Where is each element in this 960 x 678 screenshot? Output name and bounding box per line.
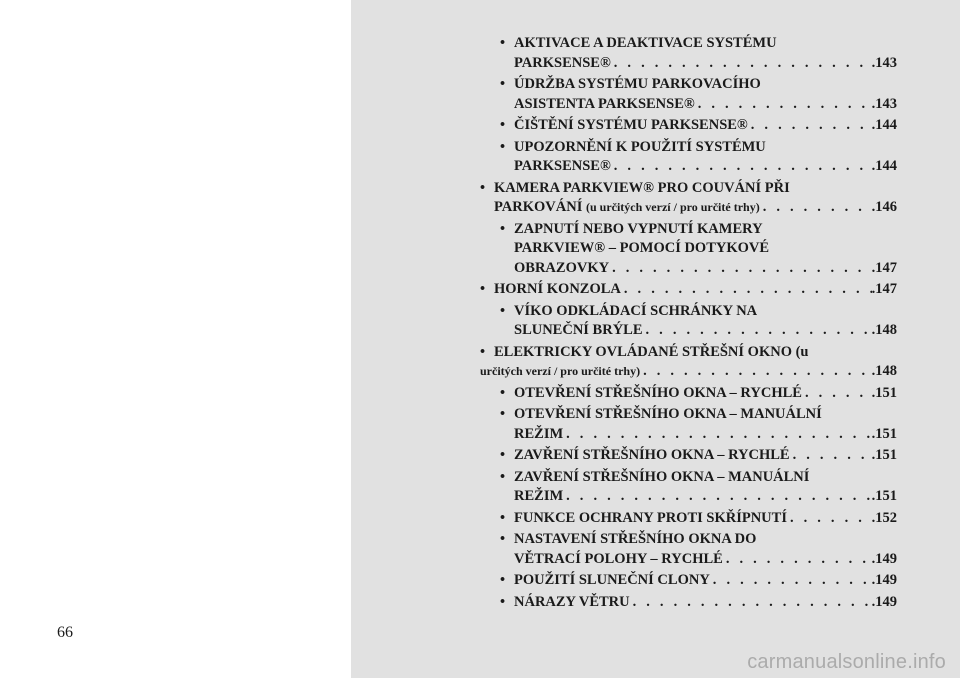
toc-entry-note: určitých verzí / pro určité trhy) xyxy=(480,364,641,378)
leader-dots xyxy=(621,280,872,300)
toc-entry[interactable] xyxy=(500,34,897,73)
toc-entry-leader-line xyxy=(514,95,897,115)
toc-entry-page: .148 xyxy=(871,322,897,338)
leader-dots xyxy=(611,157,872,177)
toc-entry[interactable] xyxy=(500,530,897,569)
toc-entry-title-cont: PARKOVÁNÍ xyxy=(494,199,583,215)
toc-entry-page: .147 xyxy=(871,281,897,297)
toc-entry-title-cont: SLUNEČNÍ BRÝLE xyxy=(514,322,643,338)
bullet-icon: • xyxy=(500,468,506,485)
toc-entry-page: .149 xyxy=(871,572,897,588)
toc-entry-title-cont: VĚTRACÍ POLOHY – RYCHLÉ xyxy=(514,550,723,567)
bullet-icon: • xyxy=(500,531,506,547)
leader-dots xyxy=(723,550,872,570)
toc-entry-title-cont: PARKSENSE® xyxy=(514,54,611,71)
leader-dots xyxy=(710,571,872,591)
toc-entry-leader-line xyxy=(480,362,897,382)
bullet-icon: • xyxy=(500,302,506,319)
toc-entry[interactable] xyxy=(480,179,897,218)
toc-entry-title: OTEVŘENÍ STŘEŠNÍHO OKNA – RYCHLÉ xyxy=(514,384,802,401)
bullet-icon: • xyxy=(480,281,486,297)
toc-entry-title: ÚDRŽBA SYSTÉMU PARKOVACÍHO xyxy=(514,76,761,92)
toc-entry-title: ZAPNUTÍ NEBO VYPNUTÍ KAMERY xyxy=(514,220,763,237)
leader-dots xyxy=(695,95,872,115)
toc-entry-title: NASTAVENÍ STŘEŠNÍHO OKNA DO xyxy=(514,531,757,547)
toc-entry[interactable] xyxy=(500,405,897,444)
toc-entry-title: UPOZORNĚNÍ K POUŽITÍ SYSTÉMU xyxy=(514,138,766,155)
bullet-icon: • xyxy=(480,343,486,360)
bullet-icon: • xyxy=(500,384,506,401)
toc-entry-page: .144 xyxy=(871,117,897,133)
toc-entry-leader-line xyxy=(514,321,897,341)
toc-entry-leader-line xyxy=(514,425,897,445)
toc-entry-page: .143 xyxy=(871,95,897,112)
toc-entry-title-cont: ASISTENTA PARKSENSE® xyxy=(514,95,695,112)
toc-entry-page: .149 xyxy=(871,593,897,610)
toc-entry-leader-line xyxy=(514,446,897,466)
leader-dots xyxy=(787,509,872,529)
leader-dots xyxy=(790,446,872,466)
toc-entry-page: .148 xyxy=(871,363,897,379)
toc-entry-leader-line xyxy=(514,116,897,136)
leader-dots xyxy=(760,198,872,218)
table-of-contents xyxy=(480,34,897,614)
toc-entry-title-cont: REŽIM xyxy=(514,488,564,504)
toc-entry-leader-line xyxy=(494,280,897,300)
toc-entry-title: HORNÍ KONZOLA xyxy=(494,281,621,297)
toc-entry-title-cont: REŽIM xyxy=(514,425,564,442)
leader-dots xyxy=(640,362,872,382)
leader-dots xyxy=(630,593,872,613)
toc-entry[interactable] xyxy=(500,116,897,136)
toc-entry-leader-line xyxy=(514,384,897,404)
leader-dots xyxy=(643,321,872,341)
toc-entry[interactable] xyxy=(500,468,897,507)
toc-entry-page: .152 xyxy=(871,509,897,526)
bullet-icon: • xyxy=(500,117,506,133)
toc-entry[interactable] xyxy=(480,343,897,382)
toc-entry-title: ČIŠTĚNÍ SYSTÉMU PARKSENSE® xyxy=(514,117,748,133)
toc-entry-title: OTEVŘENÍ STŘEŠNÍHO OKNA – MANUÁLNÍ xyxy=(514,406,822,422)
bullet-icon: • xyxy=(480,179,486,196)
toc-entry-title-cont: OBRAZOVKY xyxy=(514,259,610,276)
toc-entry-page: .144 xyxy=(871,158,897,174)
bullet-icon: • xyxy=(500,572,506,588)
toc-entry-title: POUŽITÍ SLUNEČNÍ CLONY xyxy=(514,572,710,588)
toc-entry[interactable] xyxy=(500,302,897,341)
toc-entry-title: AKTIVACE A DEAKTIVACE SYSTÉMU xyxy=(514,35,777,51)
toc-entry-page: .149 xyxy=(871,550,897,567)
bullet-icon: • xyxy=(500,447,506,463)
toc-entry-title: ELEKTRICKY OVLÁDANÉ STŘEŠNÍ OKNO (u xyxy=(494,343,809,360)
leader-dots xyxy=(748,116,872,136)
toc-entry-leader-line xyxy=(514,487,897,507)
toc-entry-leader-line xyxy=(514,157,897,177)
toc-entry[interactable] xyxy=(480,280,897,300)
bullet-icon: • xyxy=(500,220,506,237)
toc-entry[interactable] xyxy=(500,220,897,279)
bullet-icon: • xyxy=(500,138,506,155)
toc-entry-title-cont: PARKVIEW® – POMOCÍ DOTYKOVÉ xyxy=(514,240,770,256)
toc-entry-title-cont: PARKSENSE® xyxy=(514,158,611,174)
toc-entry[interactable] xyxy=(500,509,897,529)
leader-dots xyxy=(611,54,872,74)
toc-entry-note: (u určitých verzí / pro určité trhy) xyxy=(585,200,760,214)
toc-entry[interactable] xyxy=(500,384,897,404)
toc-entry[interactable] xyxy=(500,75,897,114)
toc-entry-leader-line xyxy=(514,571,897,591)
toc-entry-leader-line xyxy=(514,593,897,613)
toc-entry-page: .151 xyxy=(871,384,897,401)
toc-entry[interactable] xyxy=(500,446,897,466)
toc-entry-leader-line xyxy=(514,54,897,74)
toc-entry-title: FUNKCE OCHRANY PROTI SKŘÍPNUTÍ xyxy=(514,509,787,526)
leader-dots xyxy=(563,425,871,445)
toc-entry[interactable] xyxy=(500,138,897,177)
toc-entry-title: ZAVŘENÍ STŘEŠNÍHO OKNA – RYCHLÉ xyxy=(514,447,790,463)
bullet-icon: • xyxy=(500,76,506,92)
toc-entry[interactable] xyxy=(500,593,897,613)
toc-entry-leader-line xyxy=(514,509,897,529)
toc-entry-page: .147 xyxy=(871,259,897,276)
toc-entry[interactable] xyxy=(500,571,897,591)
bullet-icon: • xyxy=(500,509,506,526)
leader-dots xyxy=(563,487,871,507)
toc-entry-page: .146 xyxy=(871,199,897,215)
toc-entry-leader-line xyxy=(514,550,897,570)
leader-dots xyxy=(609,259,872,279)
toc-entry-page: .151 xyxy=(871,488,897,504)
toc-entry-page: .151 xyxy=(871,425,897,442)
bullet-icon: • xyxy=(500,35,506,51)
toc-entry-title: KAMERA PARKVIEW® PRO COUVÁNÍ PŘI xyxy=(494,179,790,196)
bullet-icon: • xyxy=(500,406,506,422)
leader-dots xyxy=(802,384,872,404)
watermark: carmanualsonline.info xyxy=(747,651,946,673)
left-page xyxy=(0,0,351,678)
toc-entry-title: VÍKO ODKLÁDACÍ SCHRÁNKY NA xyxy=(514,302,758,319)
page-number: 66 xyxy=(57,624,73,641)
toc-entry-title: ZAVŘENÍ STŘEŠNÍHO OKNA – MANUÁLNÍ xyxy=(514,468,810,485)
toc-entry-title: NÁRAZY VĚTRU xyxy=(514,593,630,610)
toc-entry-leader-line xyxy=(514,259,897,279)
toc-entry-leader-line xyxy=(494,198,897,218)
toc-entry-page: .143 xyxy=(871,54,897,71)
bullet-icon: • xyxy=(500,593,506,610)
toc-entry-page: .151 xyxy=(871,447,897,463)
